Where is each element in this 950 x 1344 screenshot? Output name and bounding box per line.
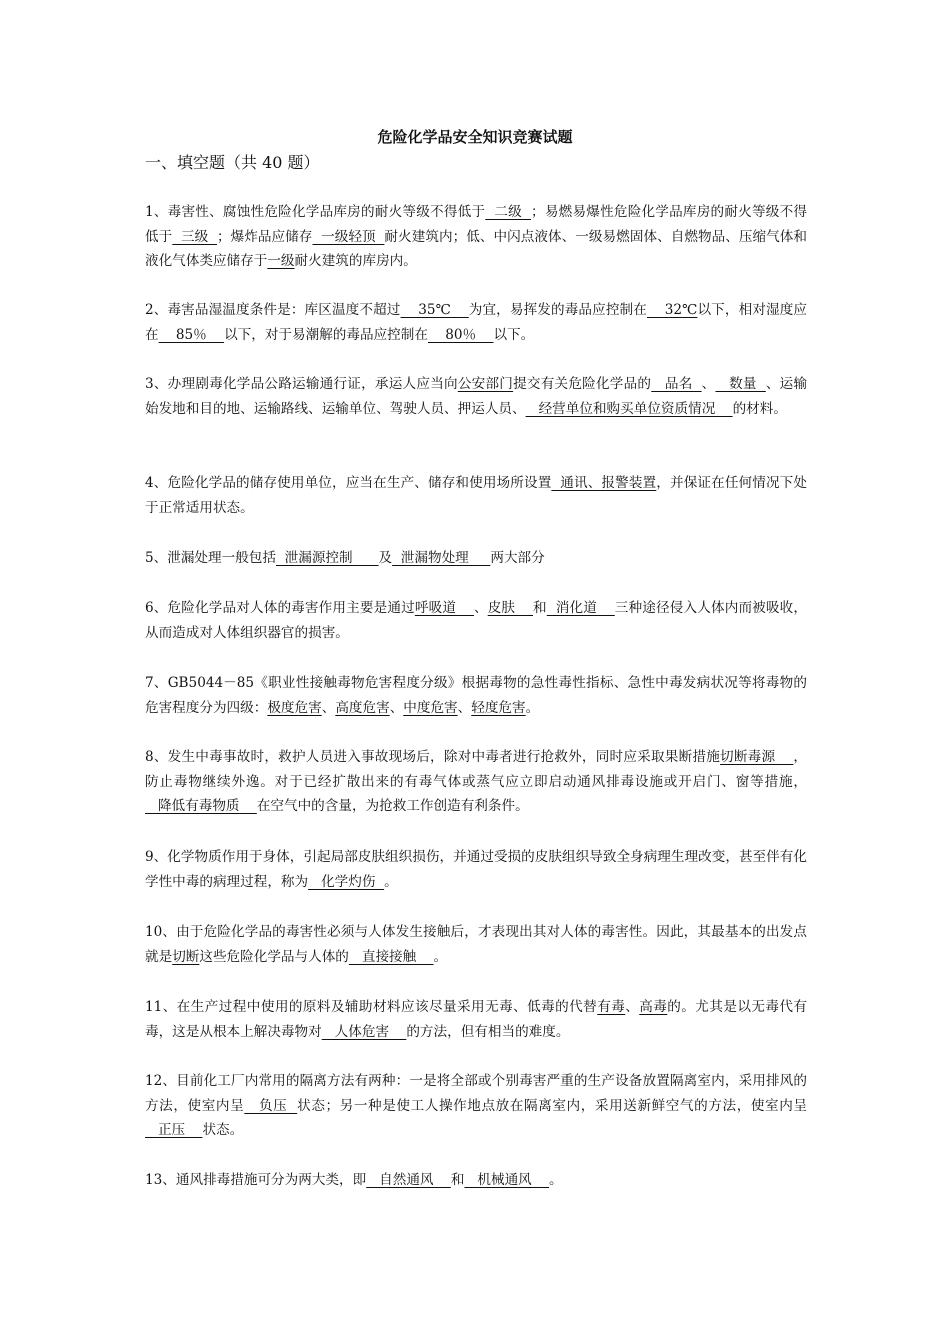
- answer-blank: 一级: [267, 253, 295, 269]
- answer-blank: 泄漏物处理: [392, 550, 491, 566]
- answer-blank: 三级: [172, 228, 217, 245]
- answer-blank: 中度危害: [403, 699, 458, 716]
- answer-blank: 经营单位和购买单位资质情况: [525, 400, 733, 417]
- question-7: [145, 671, 807, 720]
- question-text: ；爆炸品应储存: [217, 228, 313, 245]
- answer-blank: 化学灼伤: [308, 873, 385, 890]
- question-11: [145, 995, 807, 1044]
- question-text: 13、通风排毒措施可分为两大类，即: [145, 1172, 367, 1188]
- answer-blank: 85％: [158, 326, 225, 343]
- question-text: 状态；另一种是使工人操作地点放在隔离室内，采用送新鲜空气的方法，使室内呈: [297, 1097, 808, 1114]
- answer-blank: 泄漏源控制: [276, 550, 379, 566]
- question-text: 3、办理剧毒化学品公路运输通行证，承运人应当向: [145, 376, 458, 392]
- answer-blank: 轻度危害: [471, 699, 526, 716]
- answer-blank: 机械通风: [464, 1172, 550, 1188]
- question-text: 12、目前化工厂内常用的隔离方法有两种：一是将全部或个别毒害严重的生产设备放置隔离室内，采用排风的方法，使室内呈: [145, 1073, 807, 1114]
- answer-blank: 一级轻顶: [312, 228, 385, 245]
- question-text: 耐火建筑内；低、中闪点液体、一级易燃固体、自燃物品、压缩气体和液化气体类应储存于: [145, 228, 808, 269]
- answer-blank: 切断: [172, 948, 200, 965]
- question-6: [145, 596, 807, 645]
- question-text: 为宜，易挥发的毒品应控制在: [468, 302, 647, 318]
- answer-blank: 高度危害: [335, 699, 390, 716]
- question-text: 5、泄漏处理一般包括: [145, 550, 276, 566]
- question-text: 的材料。: [732, 400, 787, 417]
- answer-blank: 公安部门: [457, 376, 514, 392]
- question-text: 2、毒害品湿温度条件是：库区温度不超过: [145, 302, 401, 318]
- question-4: [145, 471, 807, 520]
- question-text: ，并保证在任何情况下处于正常适用状态。: [145, 475, 807, 516]
- question-text: 8、发生中毒事故时，救护人员进入事故现场后，除对中毒者进行抢救外，同时应采取果断措施: [145, 749, 721, 765]
- question-text: 以下，相对湿度应在: [145, 302, 808, 343]
- answer-blank: 高毒: [639, 999, 668, 1015]
- question-text: 、: [389, 699, 404, 716]
- question-text: 4、危险化学品的储存使用单位，应当在生产、储存和使用场所设置: [145, 475, 552, 491]
- question-text: 9、化学物质作用于身体，引起局部皮肤组织损伤，并通过受损的皮肤组织导致全身病理生理改变，甚至伴有化学性中毒的病理过程，称为: [145, 849, 807, 890]
- question-text: 、: [473, 600, 488, 616]
- question-text: 。: [525, 699, 540, 716]
- question-9: [145, 845, 807, 894]
- answer-blank: 人体危害: [321, 1023, 407, 1040]
- answer-blank: 极度危害: [267, 699, 322, 716]
- question-text: 、: [457, 699, 472, 716]
- question-text: 。: [549, 1172, 563, 1188]
- question-text: 1、毒害性、腐蚀性危险化学品库房的耐火等级不得低于: [145, 204, 486, 220]
- question-text: 。: [384, 873, 398, 890]
- question-text: 。: [433, 948, 448, 965]
- answer-blank: 负压: [244, 1097, 298, 1114]
- answer-blank: 数量: [715, 376, 766, 392]
- question-text: 的。尤其是以无毒代有毒，这是从根本上解决毒物对: [145, 999, 808, 1040]
- question-text: 及: [378, 550, 393, 566]
- question-text: ；易燃易爆性危险化学品库房的耐火等级不得低于: [145, 204, 807, 245]
- answer-blank: 呼吸道: [414, 600, 474, 616]
- document-title: 危险化学品安全知识竞赛试题: [377, 128, 573, 146]
- question-text: 在空气中的含量，为抢救工作创造有利条件。: [256, 798, 529, 814]
- question-text: 、运输始发地和目的地、运输路线、运输单位、驾驶人员、押运人员、: [145, 376, 808, 417]
- answer-blank: 二级: [485, 204, 532, 220]
- question-5: [145, 546, 807, 571]
- answer-blank: 自然通风: [366, 1172, 451, 1188]
- question-text: 三种途径侵入人体内而被吸收，从而造成对人体组织器官的损害。: [145, 600, 807, 641]
- question-text: 和: [533, 600, 547, 616]
- question-text: 、: [701, 376, 716, 392]
- question-text: 两大部分: [490, 550, 545, 566]
- question-text: 的方法，但有相当的难度。: [406, 1023, 570, 1040]
- answer-blank: 降低有毒物质: [145, 798, 257, 814]
- answer-blank: 32℃: [646, 302, 698, 318]
- question-13: [145, 1168, 807, 1193]
- answer-blank: 80％: [427, 326, 494, 343]
- question-text: 、: [625, 999, 640, 1015]
- question-text: 以下。: [493, 326, 535, 343]
- answer-blank: 正压: [145, 1122, 203, 1138]
- answer-blank: 消化道: [546, 600, 615, 616]
- question-12: [145, 1069, 807, 1143]
- question-10: [145, 920, 807, 969]
- question-text: ，防止毒物继续外逸。对于已经扩散出来的有毒气体或蒸气应立即启动通风排毒设施或开启门、窗等措施，: [145, 749, 807, 790]
- answer-blank: 品名: [651, 376, 702, 392]
- question-text: 状态。: [202, 1122, 244, 1138]
- answer-blank: 通讯、报警装置: [551, 475, 657, 491]
- question-text: 以下，对于易潮解的毒品应控制在: [224, 326, 428, 343]
- question-2: [145, 298, 807, 347]
- question-8: [145, 745, 807, 819]
- question-text: 这些危险化学品与人体的: [199, 948, 349, 965]
- question-text: 11、在生产过程中使用的原料及辅助材料应该尽量采用无毒、低毒的代替: [145, 999, 598, 1015]
- answer-blank: 直接接触: [348, 948, 434, 965]
- question-text: 6、危险化学品对人体的毒害作用主要是通过: [145, 600, 415, 616]
- question-text: 和: [450, 1172, 465, 1188]
- question-text: 提交有关危险化学品的: [513, 376, 652, 392]
- section-heading: 一、填空题（共 40 题）: [145, 153, 320, 172]
- question-3: [145, 372, 807, 421]
- question-text: 、: [321, 699, 336, 716]
- question-text: 10、由于危险化学品的毒害性必须与人体发生接触后，才表现出其对人体的毒害性。因此，其最基本的出发点就是: [145, 924, 807, 965]
- question-text: 7、GB5044－85《职业性接触毒物危害程度分级》根据毒物的急性毒性指标、急性中毒发病状况等将毒物的危害程度分为四级：: [145, 675, 807, 716]
- answer-blank: 切断毒源: [720, 749, 794, 765]
- answer-blank: 有毒: [597, 999, 626, 1015]
- answer-blank: 皮肤: [487, 600, 534, 616]
- question-1: [145, 200, 807, 274]
- question-text: 耐火建筑的库房内。: [294, 253, 417, 269]
- answer-blank: 35℃: [400, 302, 469, 318]
